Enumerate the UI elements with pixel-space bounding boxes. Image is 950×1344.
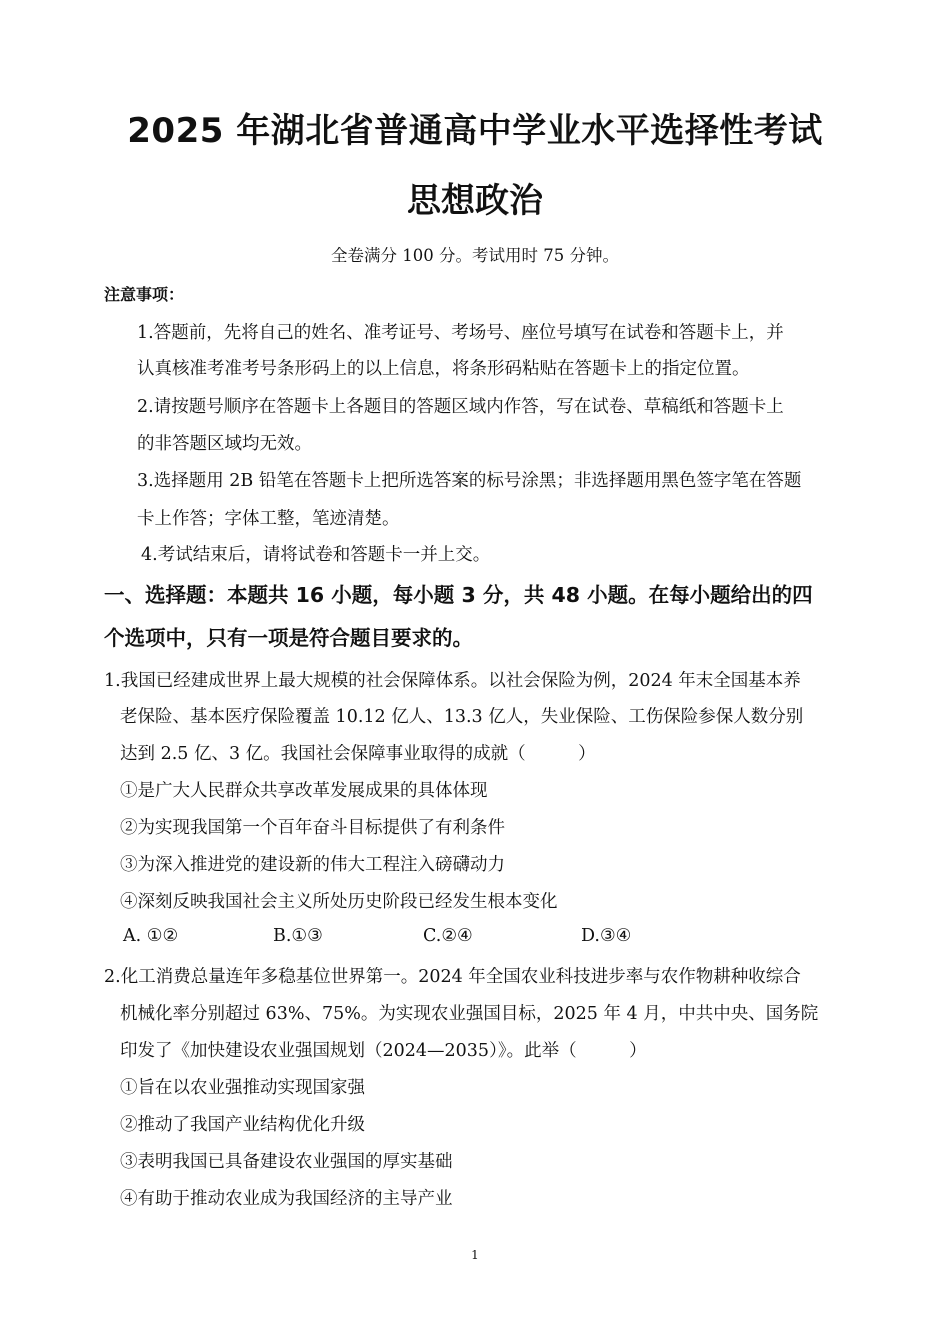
q2-stem-line-3: 印发了《加快建设农业强国规划（2024—2035）》。此举（ ） <box>120 1041 647 1061</box>
q2-item-1: ①旨在以农业强推动实现国家强 <box>120 1078 365 1098</box>
q2-item-3: ③表明我国已具备建设农业强国的厚实基础 <box>120 1152 453 1172</box>
q1-item-4: ④深刻反映我国社会主义所处历史阶段已经发生根本变化 <box>120 892 558 912</box>
q1-item-2: ②为实现我国第一个百年奋斗目标提供了有利条件 <box>120 818 505 838</box>
page-number: 1 <box>471 1248 479 1262</box>
notice-heading: 注意事项： <box>104 285 185 304</box>
subject-title: 思想政治 <box>407 181 543 221</box>
q1-option-d: D.③④ <box>581 926 632 946</box>
q1-option-b: B.①③ <box>273 926 323 946</box>
q2-item-4: ④有助于推动农业成为我国经济的主导产业 <box>120 1189 453 1209</box>
section-heading-line-1: 一、选择题：本题共 16 小题，每小题 3 分，共 48 小题。在每小题给出的四 <box>104 583 813 607</box>
q1-stem-line-3: 达到 2.5 亿、3 亿。我国社会保障事业取得的成就（ ） <box>120 744 596 764</box>
q1-stem-line-1: 1.我国已经建成世界上最大规模的社会保障体系。以社会保险为例，2024 年末全国基本养 <box>104 671 801 691</box>
q2-stem-line-1: 2.化工消费总量连年多稳基位世界第一。2024 年全国农业科技进步率与农作物耕种收综合 <box>104 967 801 987</box>
notice-item-2-line-2: 的非答题区域均无效。 <box>137 434 312 454</box>
notice-item-4: 4.考试结束后，请将试卷和答题卡一并上交。 <box>141 545 491 565</box>
notice-item-3-line-1: 3.选择题用 2B 铅笔在答题卡上把所选答案的标号涂黑；非选择题用黑色签字笔在答题 <box>137 471 802 491</box>
notice-item-1-line-2: 认真核准考准考号条形码上的以上信息，将条形码粘贴在答题卡上的指定位置。 <box>137 359 750 379</box>
q1-item-3: ③为深入推进党的建设新的伟大工程注入磅礴动力 <box>120 855 505 875</box>
q1-item-1: ①是广大人民群众共享改革发展成果的具体体现 <box>120 781 488 801</box>
exam-info: 全卷满分 100 分。考试用时 75 分钟。 <box>331 246 619 265</box>
q1-stem-line-2: 老保险、基本医疗保险覆盖 10.12 亿人、13.3 亿人，失业保险、工伤保险参保人数分别 <box>120 707 804 727</box>
q1-option-c: C.②④ <box>423 926 473 946</box>
notice-item-1-line-1: 1.答题前，先将自己的姓名、准考证号、考场号、座位号填写在试卷和答题卡上，并 <box>137 323 784 343</box>
q1-option-a: A. ①② <box>123 926 179 946</box>
notice-item-3-line-2: 卡上作答；字体工整，笔迹清楚。 <box>137 509 400 529</box>
notice-item-2-line-1: 2.请按题号顺序在答题卡上各题目的答题区域内作答，写在试卷、草稿纸和答题卡上 <box>137 397 784 417</box>
exam-title: 2025 年湖北省普通高中学业水平选择性考试 <box>127 111 823 151</box>
section-heading-line-2: 个选项中，只有一项是符合题目要求的。 <box>104 626 473 650</box>
q2-item-2: ②推动了我国产业结构优化升级 <box>120 1115 365 1135</box>
q2-stem-line-2: 机械化率分别超过 63%、75%。为实现农业强国目标，2025 年 4 月，中共中央、国务院 <box>120 1004 819 1024</box>
